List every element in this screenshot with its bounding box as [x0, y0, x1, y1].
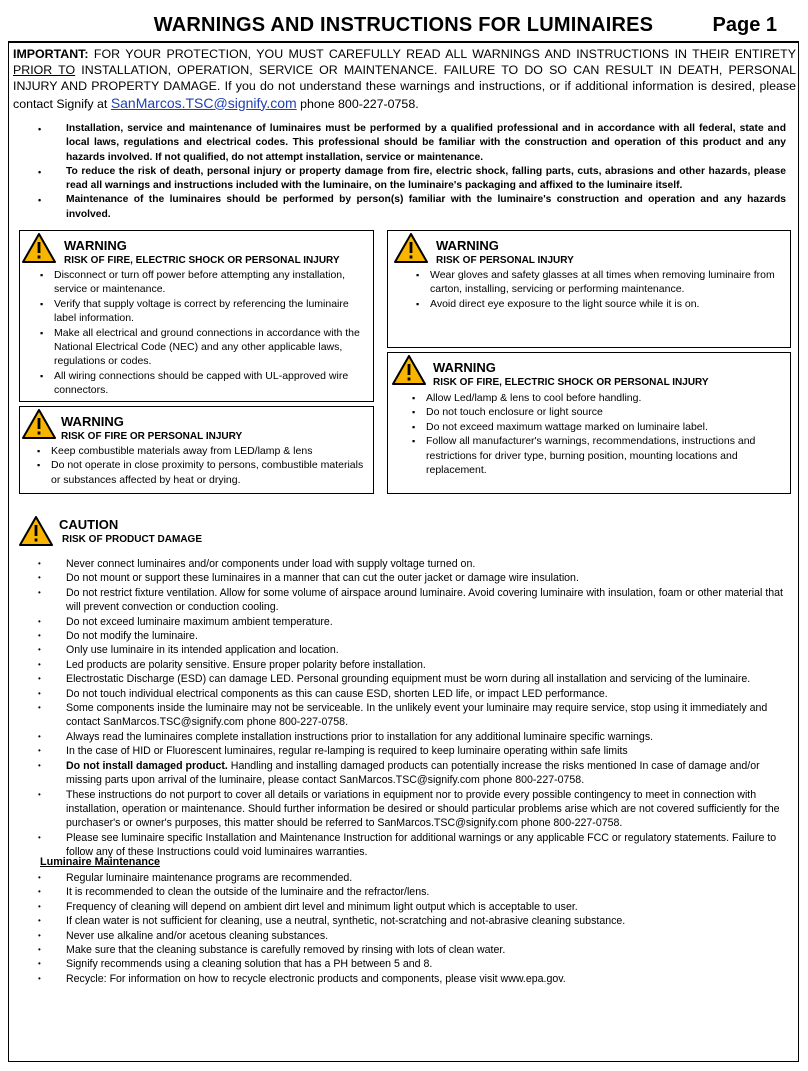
list-item: • If clean water is not sufficient for cleaning, use a neutral, synthetic, not-scratching and not-abrasive cleaning substance.	[38, 914, 793, 928]
intro-bullet: • To reduce the risk of death, personal injury or property damage from fire, electric shock, falling parts, cuts, abrasions and other hazards, please read all warnings and instructions included with the luminaire, on the luminaire's packaging and affixed to the luminaire itself.	[38, 165, 786, 194]
warning-triangle-icon	[22, 409, 56, 439]
important-text-a: FOR YOUR PROTECTION, YOU MUST CAREFULLY READ ALL WARNINGS AND INSTRUCTIONS IN THEIR ENTIRETY	[88, 47, 796, 61]
damaged-product-text: Handling and installing damaged products can potentially increase the risks mentioned In case of damage and/or missing parts upon arrival of the luminaire, please contact SanMarcos.TSC@signify.com phone 800-227-0758.	[66, 759, 760, 787]
important-text-b: INSTALLATION, OPERATION, SERVICE OR MAINTENANCE. FAILURE TO DO SO CAN RESULT IN DEATH, PERSONAL INJURY AND PROPERTY DAMAGE. If you do not understand these warnings and instructions, or if additional information is desired, please contact Signify at	[13, 63, 796, 111]
caution-triangle-icon	[19, 516, 53, 546]
list-item: • Signify recommends using a cleaning solution that has a PH between 5 and 8.	[38, 957, 793, 971]
warning-subheading: RISK OF PERSONAL INJURY	[436, 255, 574, 266]
contact-email-link[interactable]: SanMarcos.TSC@signify.com	[110, 94, 297, 111]
warning-box-injury	[387, 230, 791, 348]
list-item: ▪ All wiring connections should be capped with UL-approved wire connectors.	[36, 369, 368, 398]
list-item: ▪ Avoid direct eye exposure to the light source while it is on.	[412, 297, 786, 311]
important-underlined: PRIOR TO	[13, 63, 76, 78]
important-phone: phone 800-227-0758.	[296, 96, 419, 111]
list-item: • Make sure that the cleaning substance is carefully removed by rinsing with lots of clean water.	[38, 943, 793, 957]
warning-triangle-icon	[394, 233, 428, 263]
list-item: • Recycle: For information on how to recycle electronic products and components, please visit www.epa.gov.	[38, 972, 793, 986]
caution-heading: CAUTION	[59, 517, 119, 532]
warning-list	[33, 444, 369, 487]
warning-heading: WARNING	[433, 360, 496, 375]
list-item: ▪ Allow Led/lamp & lens to cool before handling.	[408, 391, 786, 405]
list-item: • Always read the luminaires complete installation instructions prior to installation for any additional luminaire specific warnings.	[38, 730, 793, 744]
list-item: • Some components inside the luminaire may not be serviceable. In the unlikely event your luminaire may require service, stop using it immediately and contact SanMarcos.TSC@signify.com phone 800-227-0758.	[38, 701, 793, 730]
caution-subheading: RISK OF PRODUCT DAMAGE	[62, 534, 202, 545]
list-item: • Please see luminaire specific Installation and Maintenance Instruction for additional warnings or any applicable FCC or regulatory statements. Failure to follow any of these Instructions could void luminaires warranties.	[38, 831, 793, 860]
list-item: ▪ Do not touch enclosure or light source	[408, 405, 786, 419]
warning-triangle-icon	[22, 233, 56, 263]
list-item: • Electrostatic Discharge (ESD) can damage LED. Personal grounding equipment must be worn during all installation and servicing of the luminaire.	[38, 672, 793, 686]
warning-subheading: RISK OF FIRE OR PERSONAL INJURY	[61, 431, 243, 442]
important-notice	[13, 46, 796, 112]
maintenance-title: Luminaire Maintenance	[40, 856, 160, 868]
caution-list	[38, 557, 793, 860]
list-item: ▪ Make all electrical and ground connections in accordance with the National Electrical Code (NEC) and any other applicable laws, regulations or codes.	[36, 326, 368, 369]
document-title: WARNINGS AND INSTRUCTIONS FOR LUMINAIRES	[153, 14, 654, 36]
warning-box-fire	[19, 406, 374, 494]
list-item: ▪ Wear gloves and safety glasses at all times when removing luminaire from carton, installing, servicing or performing maintenance.	[412, 268, 786, 297]
list-item: • Never connect luminaires and/or components under load with supply voltage turned on.	[38, 557, 793, 571]
list-item: • These instructions do not purport to cover all details or variations in equipment nor to provide every possible contingency to meet in connection with installation, operation or maintenance. Should further information be desired or should particular problems arise which are not covered sufficiently for the purchaser's or owner's purposes, this matter should be referred to SanMarcos.TSC@signify.com phone 800-227-0758.	[38, 788, 793, 831]
list-item: • In the case of HID or Fluorescent luminaires, regular re-lamping is required to keep luminaire operating within safe limits	[38, 744, 793, 758]
list-item: • Do not mount or support these luminaires in a manner that can cut the outer jacket or damage wire insulation.	[38, 571, 793, 585]
warning-box-electric	[19, 230, 374, 402]
list-item: • Do not modify the luminaire.	[38, 629, 793, 643]
warning-subheading: RISK OF FIRE, ELECTRIC SHOCK OR PERSONAL INJURY	[64, 255, 340, 266]
page-header	[8, 14, 799, 42]
warning-heading: WARNING	[64, 238, 127, 253]
warning-triangle-icon	[392, 355, 426, 385]
intro-bullet: • Installation, service and maintenance of luminaires must be performed by a qualified professional and in accordance with all federal, state and local laws, regulations and electrical codes. This professional should be familiar with the construction and operation of this product and any hazards involved. If not qualified, do not attempt installation, service or maintenance.	[38, 122, 786, 165]
list-item: • Frequency of cleaning will depend on ambient dirt level and minimum light output which is acceptable to user.	[38, 900, 793, 914]
intro-bullet: • Maintenance of the luminaires should be performed by person(s) familiar with the luminaire's construction and operation and any hazards involved.	[38, 193, 786, 222]
warning-list	[36, 268, 368, 398]
list-item: ▪ Do not operate in close proximity to persons, combustible materials or substances affected by heat or drying.	[33, 458, 369, 487]
damaged-product-bold: Do not install damaged product.	[66, 759, 228, 772]
list-item: • Led products are polarity sensitive. Ensure proper polarity before installation.	[38, 658, 793, 672]
important-lead: IMPORTANT:	[13, 47, 89, 61]
list-item: • Never use alkaline and/or acetous cleaning substances.	[38, 929, 793, 943]
warning-list	[412, 268, 786, 311]
list-item: ▪ Do not exceed maximum wattage marked on luminaire label.	[408, 420, 786, 434]
list-item: • Only use luminaire in its intended application and location.	[38, 643, 793, 657]
list-item	[38, 759, 793, 788]
list-item: ▪ Verify that supply voltage is correct by referencing the luminaire label information.	[36, 297, 368, 326]
list-item: ▪ Follow all manufacturer's warnings, recommendations, instructions and restrictions for driver type, burning position, mounting locations and replacement.	[408, 434, 786, 477]
list-item: ▪ Disconnect or turn off power before attempting any installation, service or maintenance.	[36, 268, 368, 297]
page-number: Page 1	[712, 14, 777, 36]
list-item: ▪ Keep combustible materials away from LED/lamp & lens	[33, 444, 369, 458]
warning-subheading: RISK OF FIRE, ELECTRIC SHOCK OR PERSONAL INJURY	[433, 377, 709, 388]
warning-list	[408, 391, 786, 477]
warning-heading: WARNING	[61, 414, 124, 429]
list-item: • Do not touch individual electrical components as this can cause ESD, shorten LED life, or impact LED performance.	[38, 687, 793, 701]
intro-bullets	[38, 122, 786, 222]
list-item: • It is recommended to clean the outside of the luminaire and the refractor/lens.	[38, 885, 793, 899]
list-item: • Regular luminaire maintenance programs are recommended.	[38, 871, 793, 885]
list-item: • Do not restrict fixture ventilation. Allow for some volume of airspace around luminaire. Avoid covering luminaire with insulation, foam or other material that will prevent convection or conduction cooling.	[38, 586, 793, 615]
warning-heading: WARNING	[436, 238, 499, 253]
warning-box-electric-2	[387, 352, 791, 494]
list-item: • Do not exceed luminaire maximum ambient temperature.	[38, 615, 793, 629]
maintenance-list	[38, 871, 793, 986]
